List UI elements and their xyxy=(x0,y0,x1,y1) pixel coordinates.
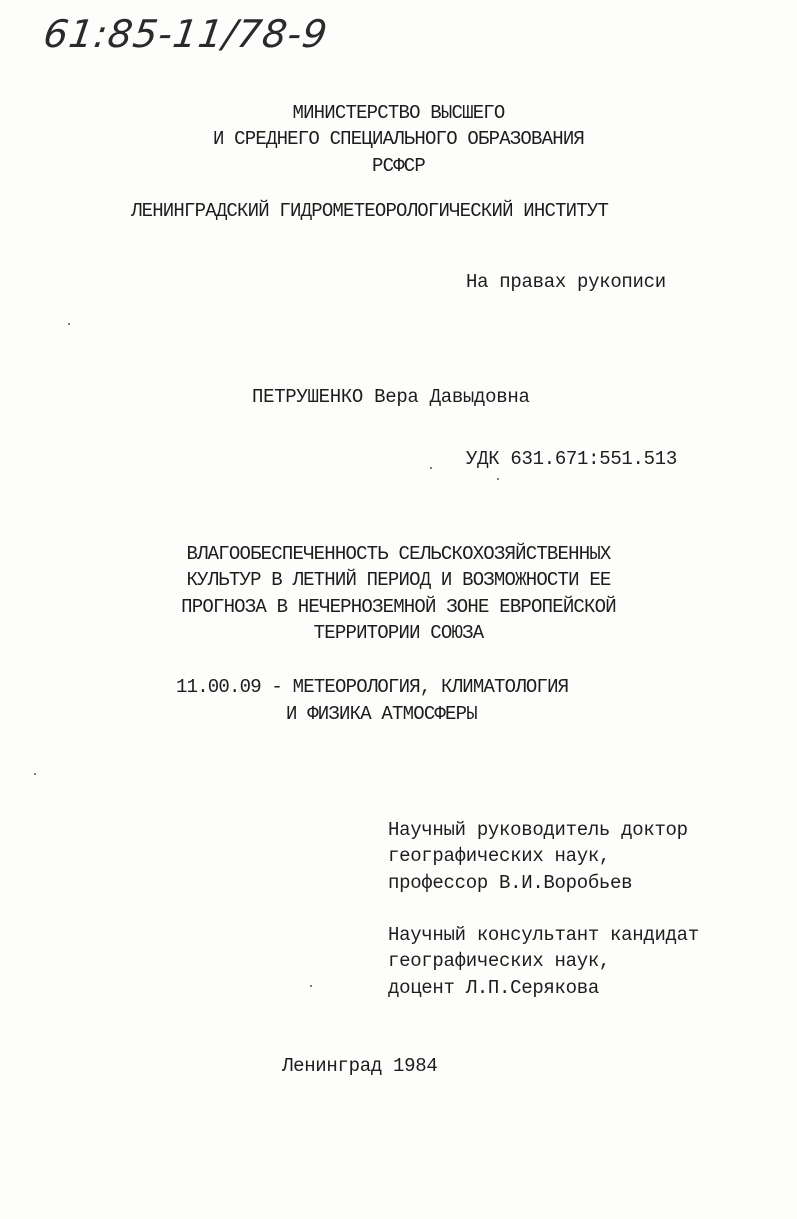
institute-name: ЛЕНИНГРАДСКИЙ ГИДРОМЕТЕОРОЛОГИЧЕСКИЙ ИНСТИТУТ xyxy=(131,200,609,222)
thesis-title-line-2: КУЛЬТУР В ЛЕТНИЙ ПЕРИОД И ВОЗМОЖНОСТИ ЕЕ xyxy=(186,569,611,591)
manuscript-note: На правах рукописи xyxy=(466,271,666,293)
consultant-line-2: географических наук, xyxy=(388,950,611,972)
scan-speck xyxy=(34,773,36,775)
place-and-year: Ленинград 1984 xyxy=(282,1055,438,1077)
scan-speck xyxy=(310,985,312,987)
thesis-title-line-4: ТЕРРИТОРИИ СОЮЗА xyxy=(313,622,484,644)
ministry-line-1: МИНИСТЕРСТВО ВЫСШЕГО xyxy=(292,102,505,124)
scan-speck xyxy=(68,323,70,325)
ministry-line-2: И СРЕДНЕГО СПЕЦИАЛЬНОГО ОБРАЗОВАНИЯ xyxy=(212,128,585,150)
specialty-line-1: 11.00.09 - МЕТЕОРОЛОГИЯ, КЛИМАТОЛОГИЯ xyxy=(176,676,569,698)
author-name: ПЕТРУШЕНКО Вера Давыдовна xyxy=(252,386,530,408)
supervisor-line-1: Научный руководитель доктор xyxy=(388,819,688,841)
thesis-title-line-3: ПРОГНОЗА В НЕЧЕРНОЗЕМНОЙ ЗОНЕ ЕВРОПЕЙСКОЙ xyxy=(181,596,616,618)
consultant-line-1: Научный консультант кандидат xyxy=(388,924,699,946)
scan-speck xyxy=(430,467,432,469)
supervisor-line-2: географических наук, xyxy=(388,845,611,867)
scan-speck xyxy=(497,478,499,480)
supervisor-line-3: профессор В.И.Воробьев xyxy=(388,872,633,894)
specialty-line-2: И ФИЗИКА АТМОСФЕРЫ xyxy=(286,703,477,725)
ministry-line-3: РСФСР xyxy=(371,155,425,177)
consultant-line-3: доцент Л.П.Серякова xyxy=(388,977,599,999)
thesis-title-line-1: ВЛАГООБЕСПЕЧЕННОСТЬ СЕЛЬСКОХОЗЯЙСТВЕННЫХ xyxy=(186,543,611,565)
handwritten-archive-number: 61:85-11/78-9 xyxy=(40,12,331,56)
udk-code: УДК 631.671:551.513 xyxy=(466,448,677,470)
